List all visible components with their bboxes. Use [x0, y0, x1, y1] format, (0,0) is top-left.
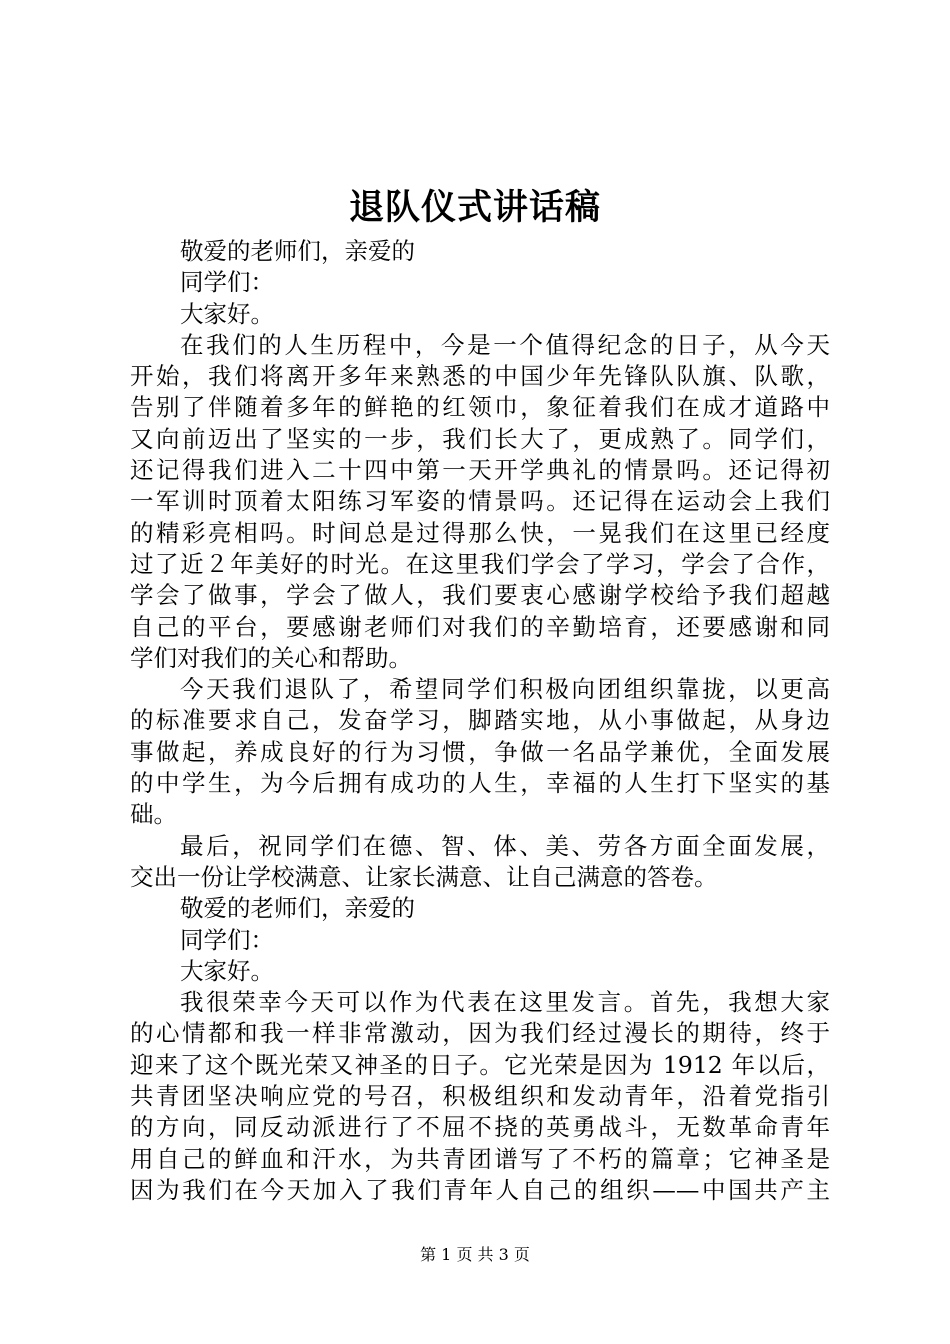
- text-line: 学会了做事，学会了做人，我们要衷心感谢学校给予我们超越: [130, 581, 830, 610]
- text-line: 自己的平台，要感谢老师们对我们的辛勤培育，还要感谢和同: [130, 612, 830, 641]
- document-title: 退队仪式讲话稿: [348, 187, 601, 228]
- page-footer: 第 1 页 共 3 页: [420, 1245, 530, 1264]
- text-line: 在我们的人生历程中，今是一个值得纪念的日子，从今天: [180, 330, 830, 359]
- text-line: 的方向，同反动派进行了不屈不挠的英勇战斗，无数革命青年: [130, 1113, 830, 1142]
- text-line: 共青团坚决响应党的号召，积极组织和发动青年，沿着党指引: [130, 1082, 830, 1111]
- text-line: 的心情都和我一样非常激动，因为我们经过漫长的期待，终于: [130, 1019, 830, 1048]
- text-line: 的精彩亮相吗。时间总是过得那么快，一晃我们在这里已经度: [130, 518, 830, 547]
- text-line: 又向前迈出了坚实的一步，我们长大了，更成熟了。同学们，: [130, 424, 830, 453]
- text-line: 同学们：: [180, 925, 274, 954]
- text-line: 事做起，养成良好的行为习惯，争做一名品学兼优，全面发展: [130, 737, 830, 766]
- text-line: 敬爱的老师们，亲爱的: [180, 237, 415, 265]
- text-line: 大家好。: [180, 299, 274, 328]
- text-line: 学们对我们的关心和帮助。: [130, 643, 412, 672]
- text-line: 一军训时顶着太阳练习军姿的情景吗。还记得在运动会上我们: [130, 487, 830, 516]
- text-line: 最后，祝同学们在德、智、体、美、劳各方面全面发展，: [180, 831, 830, 860]
- text-line: 我很荣幸今天可以作为代表在这里发言。首先，我想大家: [180, 988, 830, 1017]
- text-line: 大家好。: [180, 956, 274, 985]
- text-line: 础。: [130, 800, 177, 829]
- text-line: 还记得我们进入二十四中第一天开学典礼的情景吗。还记得初: [130, 456, 830, 485]
- text-line: 交出一份让学校满意、让家长满意、让自己满意的答卷。: [130, 862, 718, 891]
- text-line: 迎来了这个既光荣又神圣的日子。它光荣是因为 1912 年以后，: [130, 1050, 830, 1079]
- text-line: 今天我们退队了，希望同学们积极向团组织靠拢，以更高: [180, 675, 830, 704]
- text-line: 用自己的鲜血和汗水，为共青团谱写了不朽的篇章；它神圣是: [130, 1144, 830, 1173]
- text-line: 开始，我们将离开多年来熟悉的中国少年先锋队队旗、队歌，: [130, 362, 830, 391]
- text-line: 的中学生，为今后拥有成功的人生，幸福的人生打下坚实的基: [130, 769, 830, 798]
- text-line: 因为我们在今天加入了我们青年人自己的组织——中国共产主: [130, 1175, 830, 1204]
- text-line: 的标准要求自己，发奋学习，脚踏实地，从小事做起，从身边: [130, 706, 830, 735]
- text-line: 过了近２年美好的时光。在这里我们学会了学习，学会了合作，: [130, 549, 830, 578]
- text-line: 告别了伴随着多年的鲜艳的红领巾，象征着我们在成才道路中: [130, 393, 830, 422]
- document-body: [130, 236, 830, 1206]
- text-line: 同学们：: [180, 268, 274, 297]
- text-line: 敬爱的老师们，亲爱的: [180, 894, 415, 923]
